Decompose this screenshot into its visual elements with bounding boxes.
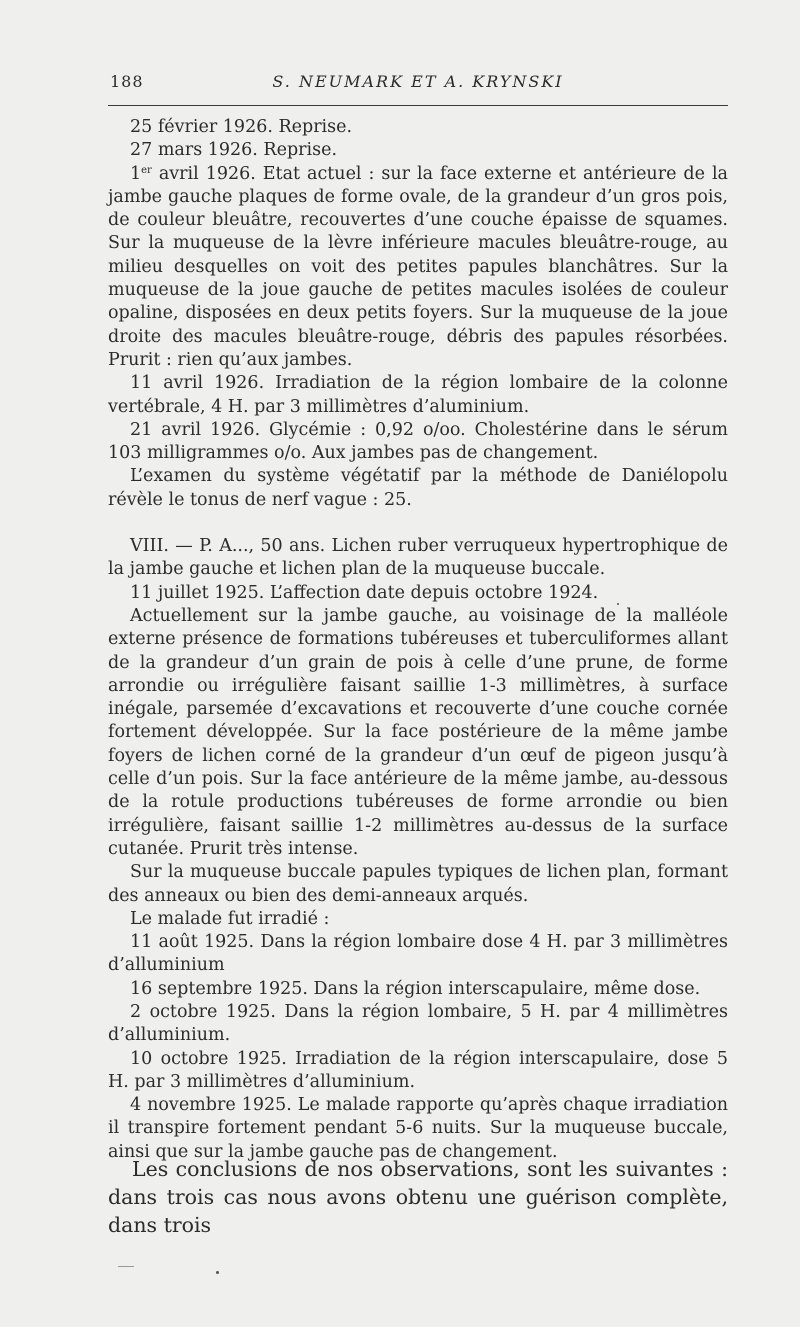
paragraph: 16 septembre 1925. Dans la région interscapulaire, même dose. bbox=[130, 978, 701, 999]
paragraph: Sur la muqueuse buccale papules typiques de lichen plan, formant des anneaux ou bien des demi-anneaux arqués. bbox=[108, 862, 728, 906]
ordinal-suffix: er bbox=[141, 164, 152, 176]
page-number: 188 bbox=[110, 72, 144, 91]
paragraph: Actuellement sur la jambe gauche, au voisinage de la malléole externe présence de formations tubéreuses et tuberculiformes allant de la grandeur d’un grain de pois à celle d’une prune, de forme arrondie ou irrégulière faisant saillie 1-3 millimètres, à surface inégale, parsemée d’excavations et recouverte d’une couche cornée fortement développée. Sur la face postérieure de la même jambe foyers de lichen corné de la grandeur d’un œuf de pigeon jusqu’à celle d’un pois. Sur la face antérieure de la même jambe, au-dessous de la rotule productions tubéreuses de forme arrondie ou bien irrégulière, faisant saillie 1-2 millimètres au-dessus de la surface cutanée. Prurit très intense. bbox=[108, 605, 728, 859]
paragraph: 4 novembre 1925. Le malade rapporte qu’après chaque irradiation il transpire fortement pendant 5-6 nuits. Sur la muqueuse buccale, ainsi que sur la jambe gauche pas de changement. bbox=[108, 1095, 728, 1162]
paragraph: Le malade fut irradié : bbox=[130, 908, 330, 929]
paragraph bbox=[108, 163, 728, 373]
running-title-authors: S. NEUMARK ET A. KRYNSKI bbox=[272, 72, 564, 91]
conclusion-section bbox=[108, 1155, 728, 1239]
header-rule bbox=[108, 105, 728, 106]
paragraph: 10 octobre 1925. Irradiation de la région interscapulaire, dose 5 H. par 3 millimètres d’alluminium. bbox=[108, 1048, 728, 1092]
running-header bbox=[108, 72, 728, 94]
print-mark-dash bbox=[118, 1266, 134, 1267]
paragraph: 2 octobre 1925. Dans la région lombaire, 5 H. par 4 millimètres d’alluminium. bbox=[108, 1001, 728, 1046]
print-speck bbox=[617, 603, 619, 605]
date-day: 1 bbox=[130, 163, 142, 184]
paragraph: 27 mars 1926. Reprise. bbox=[130, 140, 338, 161]
paragraph: 21 avril 1926. Glycémie : 0,92 o/oo. Cholestérine dans le sérum 103 milligrammes o/o. Aux jambes pas de changement. bbox=[108, 419, 728, 464]
conclusion-paragraph: Les conclusions de nos observations, sont les suivantes : dans trois cas nous avons obtenu une guérison complète, dans trois bbox=[108, 1157, 728, 1237]
paragraph: 11 août 1925. Dans la région lombaire dose 4 H. par 3 millimètres d’alluminium bbox=[108, 932, 728, 976]
paragraph: 11 juillet 1925. L’affection date depuis octobre 1924. bbox=[130, 582, 599, 603]
paragraph: 25 février 1926. Reprise. bbox=[130, 117, 353, 137]
body-text bbox=[108, 116, 728, 1164]
case-heading-paragraph: VIII. — P. A..., 50 ans. Lichen ruber verruqueux hypertrophique de la jambe gauche et lichen plan de la muqueuse buccale. bbox=[108, 536, 728, 580]
section-gap bbox=[108, 512, 728, 535]
paragraph-text: avril 1926. Etat actuel : sur la face externe et antérieure de la jambe gauche plaques de forme ovale, de la grandeur d’un gros pois, de couleur bleuâtre, recouvertes d’une couche épaisse de squames. Sur la muqueuse de la lèvre inférieure macules bleuâtre-rouge, au milieu desquelles on voit des petites papules blanchâtres. Sur la muqueuse de la joue gauche de petites macules isolées de couleur opaline, disposées en deux petits foyers. Sur la muqueuse de la joue droite des macules bleuâtre-rouge, débris des papules résorbées. Prurit : rien qu’aux jambes. bbox=[108, 163, 728, 370]
paragraph: L’examen du système végétatif par la méthode de Daniélopolu révèle le tonus de nerf vague : 25. bbox=[108, 466, 728, 510]
paragraph: 11 avril 1926. Irradiation de la région lombaire de la colonne vertébrale, 4 H. par 3 millimètres d’aluminium. bbox=[108, 373, 728, 417]
print-mark-dot bbox=[216, 1271, 219, 1274]
